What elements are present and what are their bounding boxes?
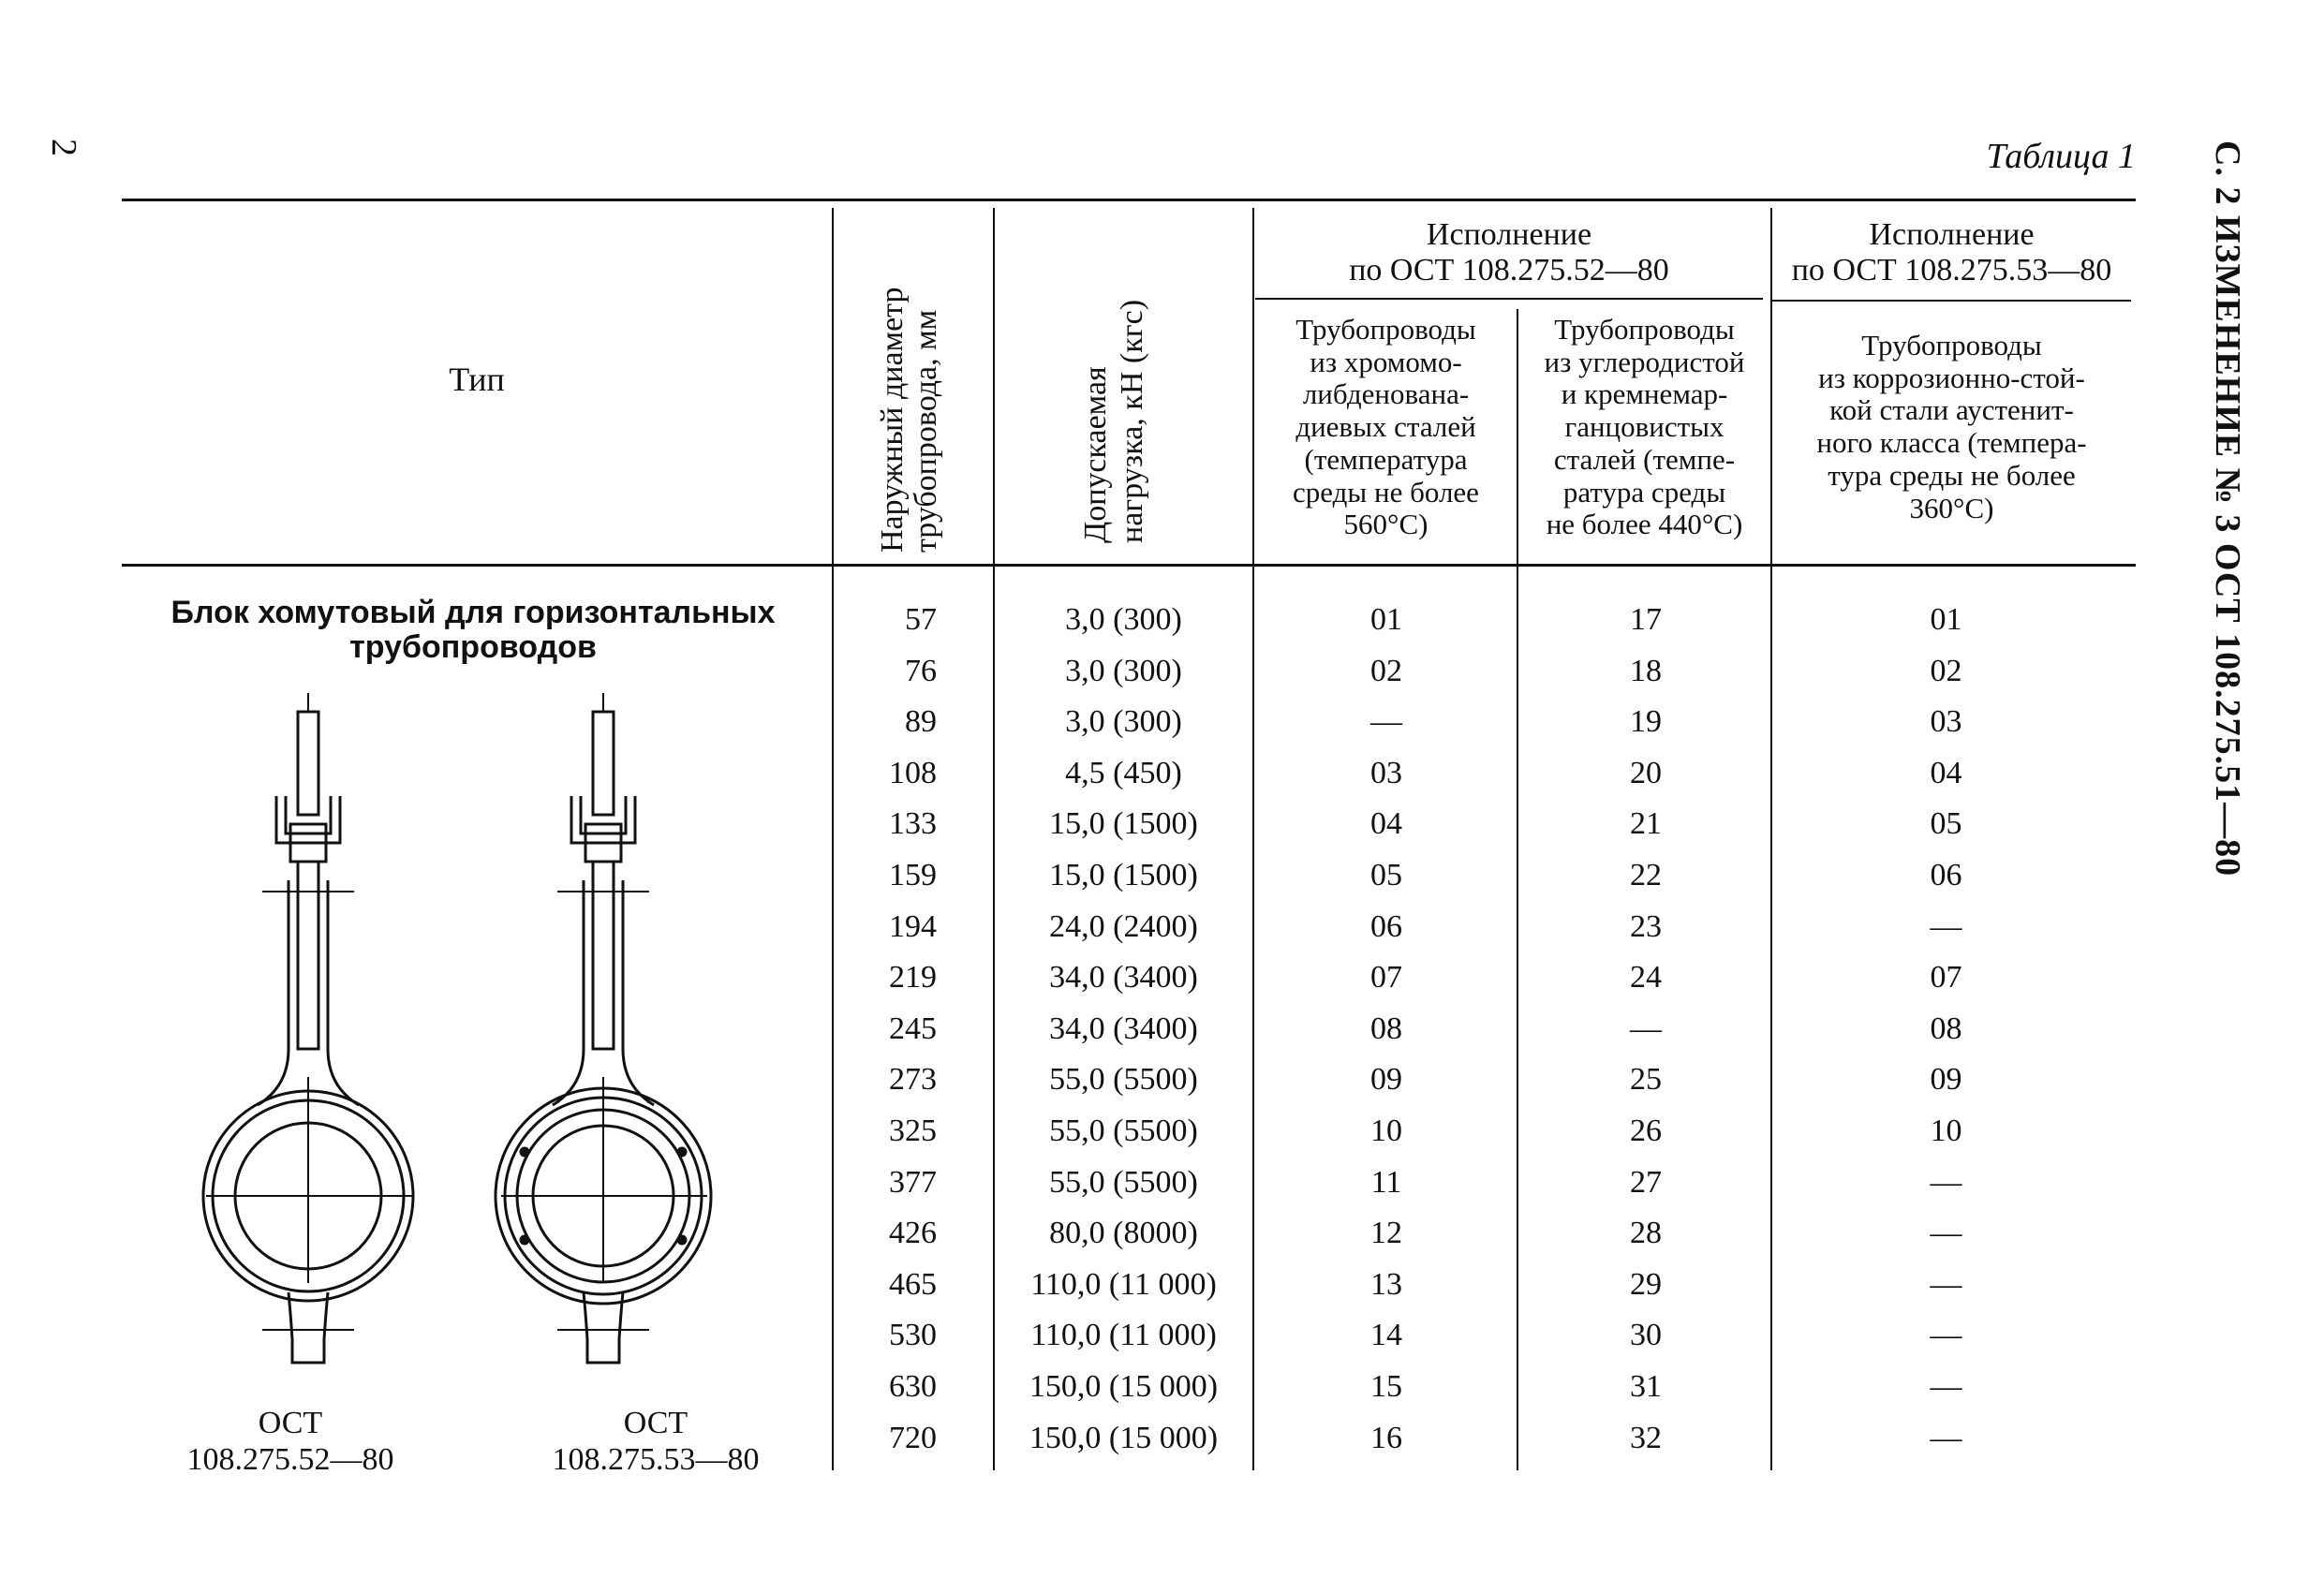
col-sep-type	[832, 208, 834, 1470]
cell-exec-a-2: 17	[1630, 602, 1662, 637]
cell-load: 150,0 (15 000)	[1029, 1421, 1219, 1455]
page-number: 2	[44, 139, 83, 156]
cell-exec-b: 02	[1930, 654, 1962, 688]
cell-exec-b: —	[1930, 1165, 1962, 1200]
cell-exec-a-2: 21	[1630, 806, 1662, 841]
exec-b-divider	[1772, 300, 2131, 302]
cell-load: 110,0 (11 000)	[1030, 1267, 1217, 1302]
header-exec-a-sub2: Трубопроводы из углеродистой и кремнемар- ганцовистых сталей (темпе- ратура среды не более 440°C)	[1544, 313, 1745, 541]
cell-diameter: 245	[889, 1011, 937, 1046]
cell-exec-a-1: 07	[1370, 960, 1402, 995]
header-bottom-rule	[122, 564, 2136, 567]
cell-load: 110,0 (11 000)	[1030, 1318, 1217, 1352]
cell-exec-a-1: 05	[1370, 858, 1402, 892]
cell-load: 150,0 (15 000)	[1029, 1369, 1219, 1404]
cell-load: 3,0 (300)	[1065, 704, 1182, 739]
drawing-label-a: ОСТ 108.275.52—80	[186, 1406, 394, 1478]
cell-exec-a-1: 13	[1370, 1267, 1402, 1302]
cell-exec-b: 06	[1930, 858, 1962, 892]
cell-exec-b: —	[1930, 1369, 1962, 1404]
cell-exec-a-1: 01	[1370, 602, 1402, 637]
cell-exec-a-2: 28	[1630, 1216, 1662, 1250]
cell-diameter: 426	[889, 1216, 937, 1250]
clamp-drawings	[187, 693, 768, 1367]
cell-exec-a-2: 26	[1630, 1114, 1662, 1148]
cell-exec-b: —	[1930, 1267, 1962, 1302]
header-load: Допускаемая нагрузка, кН (кгс)	[1078, 299, 1150, 543]
clamp-drawing-b	[496, 693, 711, 1363]
cell-load: 34,0 (3400)	[1049, 1011, 1198, 1046]
cell-diameter: 325	[889, 1114, 937, 1148]
cell-exec-a-2: 19	[1630, 704, 1662, 739]
cell-exec-a-2: 29	[1630, 1267, 1662, 1302]
cell-diameter: 194	[889, 909, 937, 944]
cell-exec-a-1: 02	[1370, 654, 1402, 688]
cell-diameter: 377	[889, 1165, 937, 1200]
cell-diameter: 530	[889, 1318, 937, 1352]
cell-exec-a-2: 23	[1630, 909, 1662, 944]
cell-exec-b: 03	[1930, 704, 1962, 739]
cell-exec-b: 05	[1930, 806, 1962, 841]
cell-diameter: 219	[889, 960, 937, 995]
header-type: Тип	[449, 361, 505, 398]
table-top-rule	[122, 199, 2136, 201]
exec-a-divider	[1255, 298, 1763, 300]
cell-diameter: 159	[889, 858, 937, 892]
cell-exec-b: —	[1930, 1421, 1962, 1455]
cell-exec-b: —	[1930, 909, 1962, 944]
cell-exec-a-1: 12	[1370, 1216, 1402, 1250]
cell-diameter: 108	[889, 756, 937, 790]
cell-exec-b: 10	[1930, 1114, 1962, 1148]
cell-exec-a-2: 18	[1630, 654, 1662, 688]
cell-exec-a-2: 31	[1630, 1369, 1662, 1404]
cell-diameter: 273	[889, 1062, 937, 1097]
cell-diameter: 630	[889, 1369, 937, 1404]
cell-exec-a-1: 04	[1370, 806, 1402, 841]
header-exec-b-sub: Трубопроводы из коррозионно-стой- кой стали аустенит- ного класса (темпера- тура среды не более 360°C)	[1816, 329, 2087, 524]
cell-load: 3,0 (300)	[1065, 654, 1182, 688]
cell-diameter: 720	[889, 1421, 937, 1455]
cell-exec-a-2: 27	[1630, 1165, 1662, 1200]
cell-load: 4,5 (450)	[1065, 756, 1182, 790]
cell-exec-a-2: 20	[1630, 756, 1662, 790]
cell-diameter: 465	[889, 1267, 937, 1302]
cell-load: 80,0 (8000)	[1049, 1216, 1198, 1250]
cell-exec-a-1: 08	[1370, 1011, 1402, 1046]
cell-exec-a-2: 32	[1630, 1421, 1662, 1455]
cell-exec-a-1: 15	[1370, 1369, 1402, 1404]
cell-exec-b: 08	[1930, 1011, 1962, 1046]
cell-exec-a-2: 25	[1630, 1062, 1662, 1097]
cell-exec-b: 09	[1930, 1062, 1962, 1097]
clamp-drawing-a	[203, 693, 413, 1363]
cell-load: 15,0 (1500)	[1049, 806, 1198, 841]
table-label: Таблица 1	[1986, 137, 2136, 176]
cell-exec-a-1: 09	[1370, 1062, 1402, 1097]
cell-load: 55,0 (5500)	[1049, 1165, 1198, 1200]
cell-exec-b: 01	[1930, 602, 1962, 637]
cell-load: 24,0 (2400)	[1049, 909, 1198, 944]
cell-load: 34,0 (3400)	[1049, 960, 1198, 995]
header-exec-b: Исполнение по ОСТ 108.275.53—80	[1791, 217, 2112, 288]
cell-exec-a-1: 03	[1370, 756, 1402, 790]
cell-exec-a-2: 24	[1630, 960, 1662, 995]
header-exec-a-sub1: Трубопроводы из хромомо- либденована- диевых сталей (температура среды не более 560°C)	[1293, 313, 1479, 541]
cell-exec-a-1: 10	[1370, 1114, 1402, 1148]
cell-diameter: 57	[905, 602, 937, 637]
cell-exec-b: 04	[1930, 756, 1962, 790]
cell-exec-b: 07	[1930, 960, 1962, 995]
col-sep-load	[1252, 208, 1254, 1470]
drawing-label-b: ОСТ 108.275.53—80	[552, 1406, 760, 1478]
header-diameter: Наружный диаметр трубопровода, мм	[875, 287, 943, 553]
cell-load: 15,0 (1500)	[1049, 858, 1198, 892]
cell-exec-a-1: 11	[1370, 1165, 1402, 1200]
block-title: Блок хомутовый для горизонтальных трубопроводов	[170, 595, 776, 666]
cell-load: 3,0 (300)	[1065, 602, 1182, 637]
cell-load: 55,0 (5500)	[1049, 1062, 1198, 1097]
cell-diameter: 133	[889, 806, 937, 841]
cell-diameter: 89	[905, 704, 937, 739]
cell-exec-a-1: 16	[1370, 1421, 1402, 1455]
cell-exec-a-1: 14	[1370, 1318, 1402, 1352]
side-title: С. 2 ИЗМЕНЕНИЕ № 3 ОСТ 108.275.51—80	[2208, 140, 2247, 878]
cell-exec-a-2: 22	[1630, 858, 1662, 892]
cell-load: 55,0 (5500)	[1049, 1114, 1198, 1148]
cell-exec-b: —	[1930, 1216, 1962, 1250]
header-exec-a: Исполнение по ОСТ 108.275.52—80	[1349, 217, 1669, 288]
cell-exec-b: —	[1930, 1318, 1962, 1352]
cell-exec-a-2: —	[1630, 1011, 1662, 1046]
cell-exec-a-1: —	[1370, 704, 1402, 739]
cell-diameter: 76	[905, 654, 937, 688]
cell-exec-a-2: 30	[1630, 1318, 1662, 1352]
cell-exec-a-1: 06	[1370, 909, 1402, 944]
